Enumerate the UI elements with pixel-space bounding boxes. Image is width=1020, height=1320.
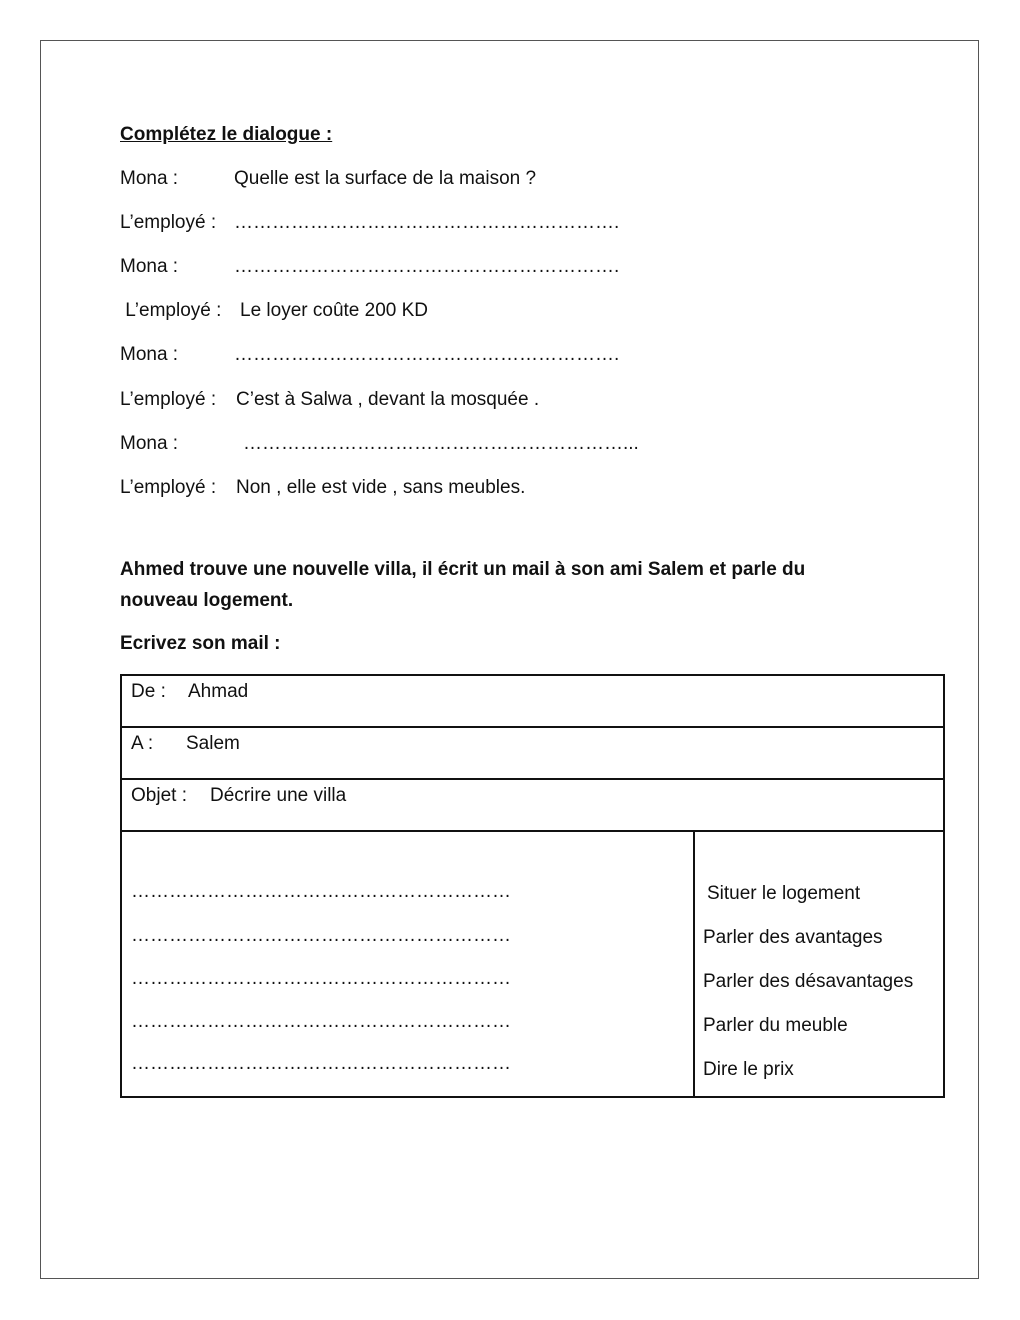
- exercise-title: Complétez le dialogue :: [120, 124, 333, 145]
- writing-prompt-line1: Ahmed trouve une nouvelle villa, il écrit un mail à son ami Salem et parle du: [120, 559, 806, 580]
- mail-body-blank: ……………………………………………………: [131, 1011, 511, 1032]
- dialogue-blank: …………………………………………………….: [234, 212, 620, 233]
- from-label: De :: [131, 681, 166, 702]
- to-value: Salem: [186, 733, 240, 754]
- to-label: A :: [131, 733, 154, 754]
- dialogue-speaker: Mona :: [120, 256, 179, 277]
- dialogue-speaker: L’employé :: [120, 477, 217, 498]
- dialogue-blank: …………………………………………………….: [234, 256, 620, 277]
- hint-item: Dire le prix: [703, 1059, 794, 1080]
- hint-item: Situer le logement: [707, 883, 861, 904]
- mail-body-blank: ……………………………………………………: [131, 1053, 511, 1074]
- writing-instruction: Ecrivez son mail :: [120, 633, 281, 654]
- subject-value: Décrire une villa: [210, 785, 347, 806]
- hint-item: Parler des avantages: [703, 927, 883, 948]
- subject-label: Objet :: [131, 785, 187, 806]
- dialogue-speaker: Mona :: [120, 168, 179, 189]
- row-divider: [122, 778, 943, 780]
- row-divider: [122, 726, 943, 728]
- writing-prompt-line2: nouveau logement.: [120, 590, 294, 611]
- mail-body-blank: ……………………………………………………: [131, 881, 511, 902]
- hint-item: Parler du meuble: [703, 1015, 848, 1036]
- dialogue-speaker: Mona :: [120, 433, 179, 454]
- hint-item: Parler des désavantages: [703, 971, 914, 992]
- dialogue-text: C’est à Salwa , devant la mosquée .: [236, 389, 540, 410]
- row-divider: [122, 830, 943, 832]
- dialogue-blank: ……………………………………………………...: [243, 433, 639, 454]
- mail-body-blank: ……………………………………………………: [131, 968, 511, 989]
- column-divider: [693, 830, 695, 1096]
- dialogue-speaker: Mona :: [120, 344, 179, 365]
- dialogue-speaker: L’employé :: [120, 300, 222, 321]
- dialogue-text: Le loyer coûte 200 KD: [240, 300, 429, 321]
- dialogue-blank: …………………………………………………….: [234, 344, 620, 365]
- mail-body-blank: ……………………………………………………: [131, 925, 511, 946]
- dialogue-speaker: L’employé :: [120, 212, 217, 233]
- from-value: Ahmad: [188, 681, 249, 702]
- dialogue-text: Quelle est la surface de la maison ?: [234, 168, 537, 189]
- dialogue-text: Non , elle est vide , sans meubles.: [236, 477, 526, 498]
- dialogue-speaker: L’employé :: [120, 389, 217, 410]
- mail-table: [120, 674, 945, 1098]
